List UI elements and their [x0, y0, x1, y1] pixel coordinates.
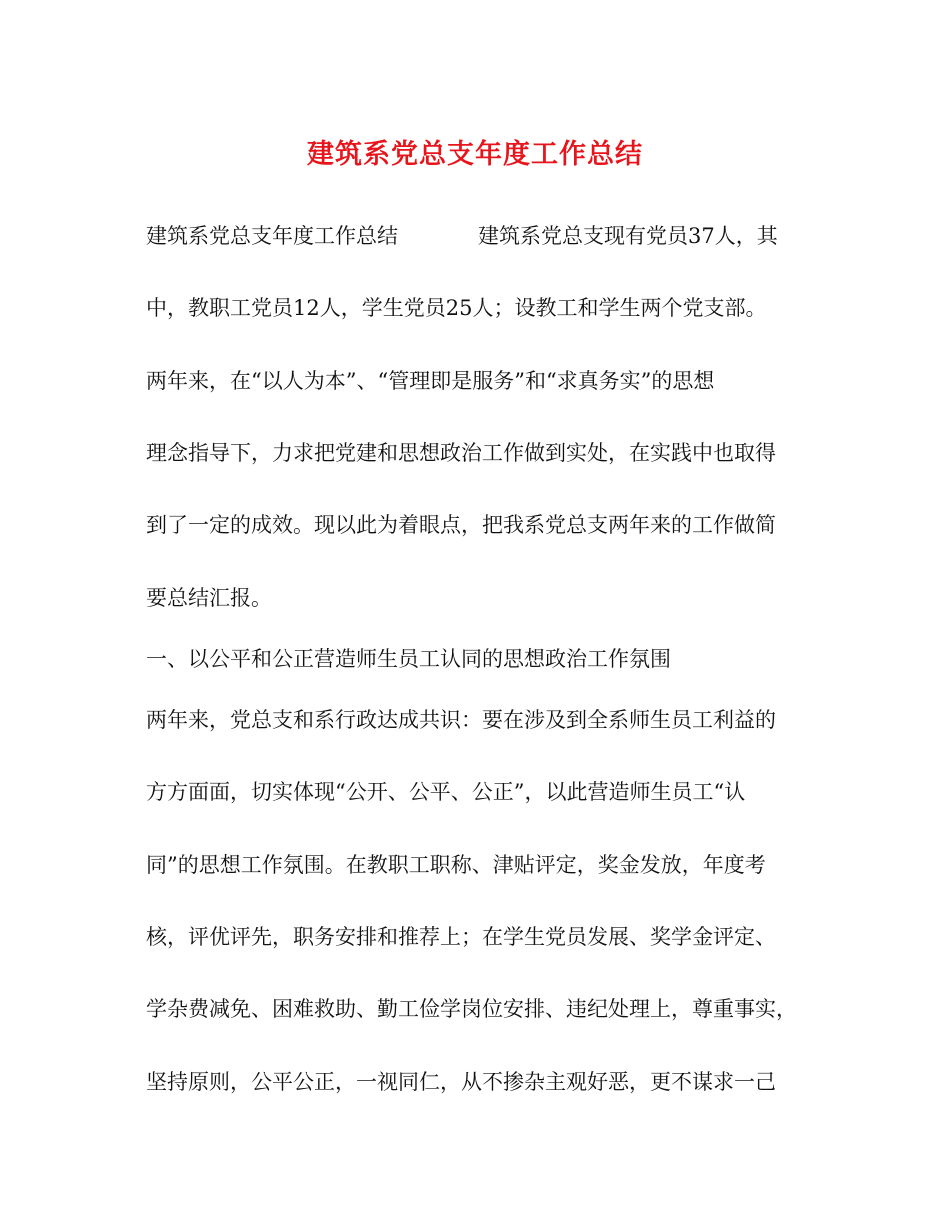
- section-heading-1: 一、以公平和公正营造师生员工认同的思想政治工作氛围: [146, 647, 671, 671]
- text-line-4: 理念指导下，力求把党建和思想政治工作做到实处，在实践中也取得: [146, 441, 776, 465]
- text-segment: 建筑系党总支现有党员37人，其: [478, 224, 778, 248]
- text-line-6: 要总结汇报。: [146, 586, 272, 610]
- text-line-10: 同”的思想工作氛围。在教职工职称、津贴评定，奖金发放，年度考: [146, 853, 766, 877]
- text-line-9: 方方面面，切实体现“公开、公平、公正”，以此营造师生员工“认: [146, 780, 746, 804]
- text-line-5: 到了一定的成效。现以此为着眼点，把我系党总支两年来的工作做简: [146, 513, 776, 537]
- text-line-1: [146, 221, 806, 251]
- text-line-8: 两年来，党总支和系行政达成共识：要在涉及到全系师生员工利益的: [146, 708, 776, 732]
- text-line-12: 学杂费减免、困难救助、勤工俭学岗位安排、违纪处理上，尊重事实，: [146, 997, 797, 1021]
- text-line-13: 坚持原则，公平公正，一视同仁，从不掺杂主观好恶，更不谋求一己: [146, 1070, 776, 1094]
- document-title: 建筑系党总支年度工作总结: [307, 139, 643, 170]
- heading-repeat: 建筑系党总支年度工作总结: [146, 224, 398, 248]
- text-line-3: 两年来，在“以人为本”、“管理即是服务”和“求真务实”的思想: [146, 369, 715, 393]
- text-line-2: 中，教职工党员12人，学生党员25人；设教工和学生两个党支部。: [146, 296, 767, 320]
- text-line-11: 核，评优评先，职务安排和推荐上；在学生党员发展、奖学金评定、: [146, 925, 776, 949]
